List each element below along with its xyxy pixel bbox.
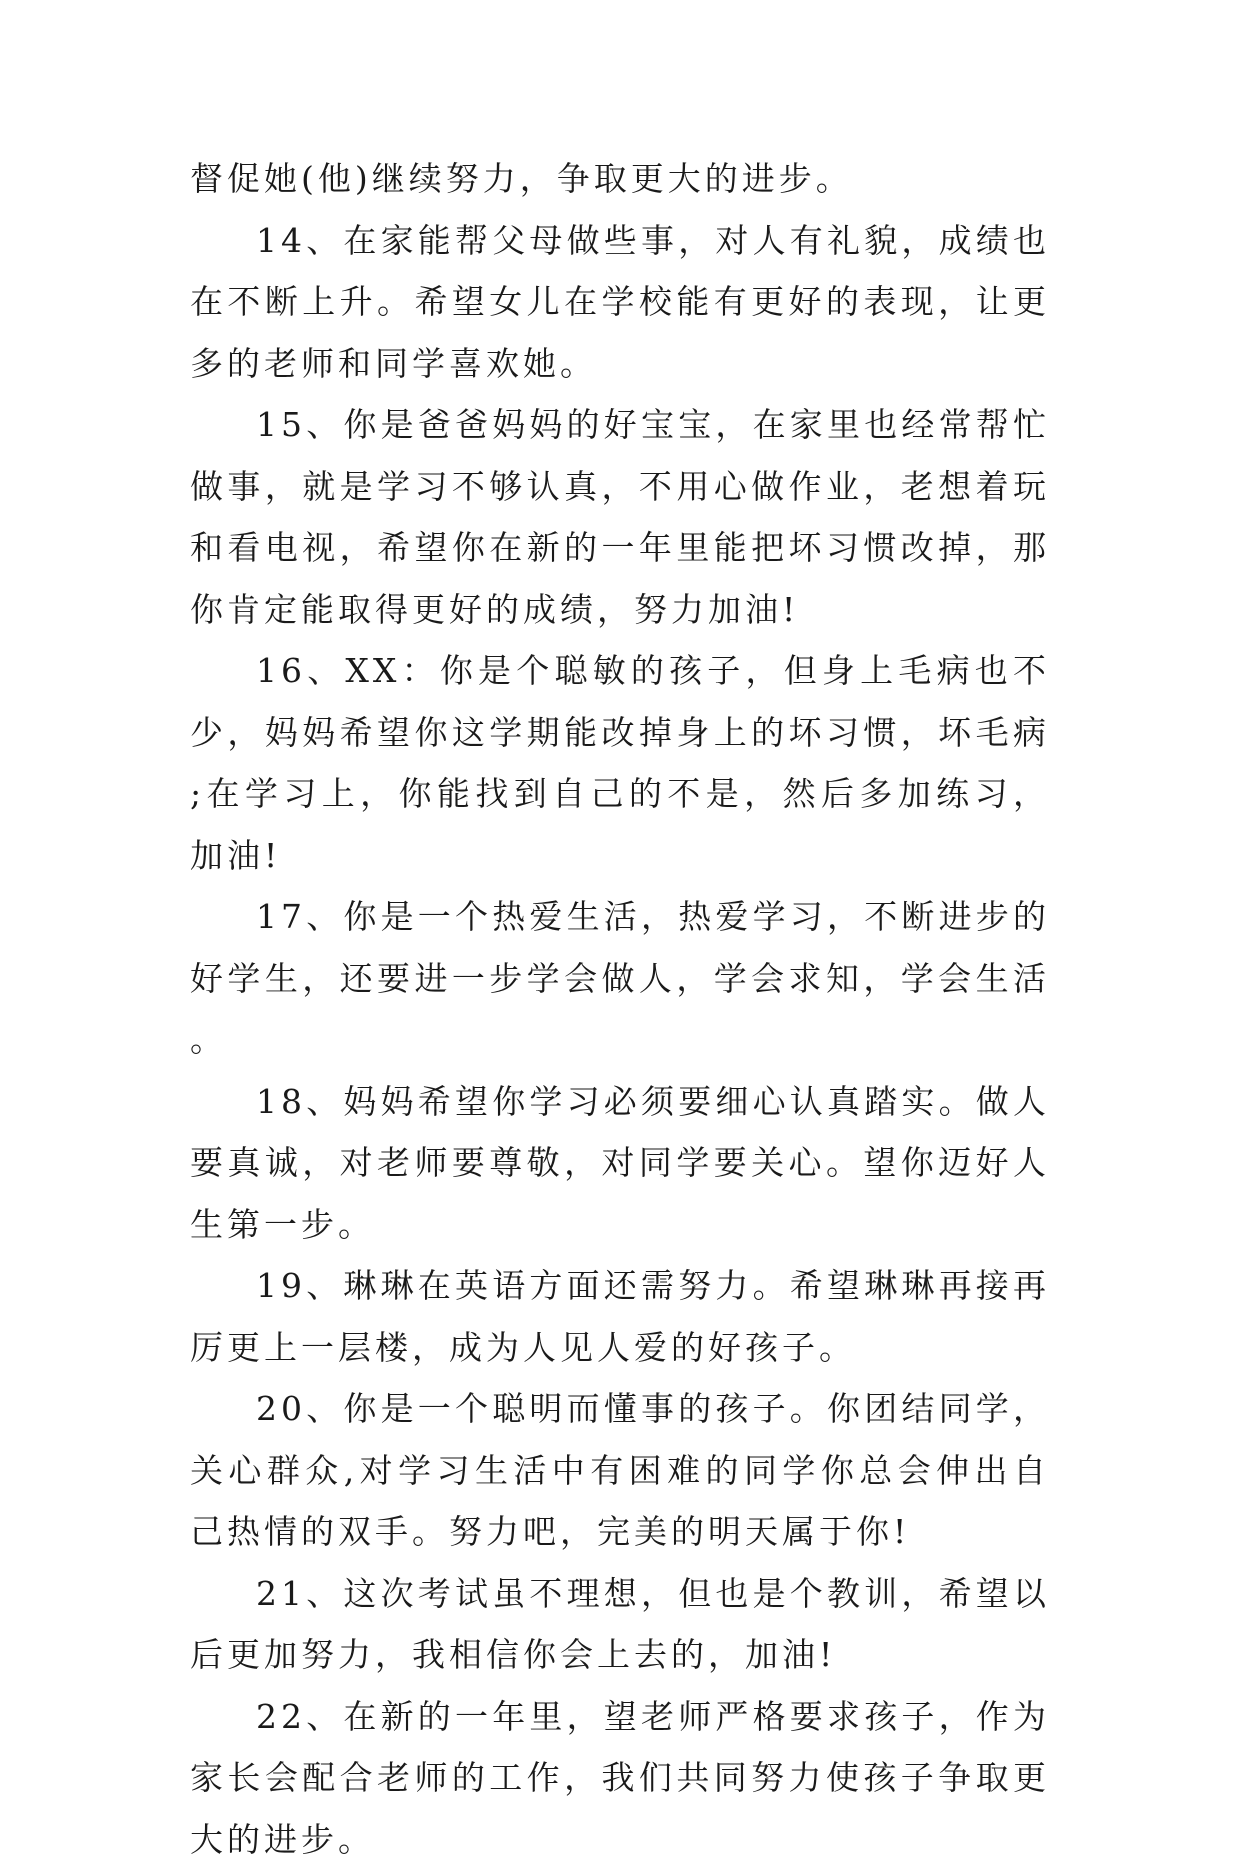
paragraph-20: 20、你是一个聪明而懂事的孩子。你团结同学，关心群众,对学习生活中有困难的同学你总会伸出自己热情的双手。努力吧，完美的明天属于你! <box>190 1378 1050 1563</box>
paragraph-16: 16、XX：你是个聪敏的孩子，但身上毛病也不少，妈妈希望你这学期能改掉身上的坏习惯，坏毛病;在学习上，你能找到自己的不是，然后多加练习，加油! <box>190 640 1050 886</box>
paragraph-17: 17、你是一个热爱生活，热爱学习，不断进步的好学生，还要进一步学会做人，学会求知，学会生活。 <box>190 886 1050 1071</box>
paragraph-18: 18、妈妈希望你学习必须要细心认真踏实。做人要真诚，对老师要尊敬，对同学要关心。望你迈好人生第一步。 <box>190 1071 1050 1256</box>
paragraph-19: 19、琳琳在英语方面还需努力。希望琳琳再接再厉更上一层楼，成为人见人爱的好孩子。 <box>190 1255 1050 1378</box>
document-body <box>190 148 1050 1870</box>
paragraph-22: 22、在新的一年里，望老师严格要求孩子，作为家长会配合老师的工作，我们共同努力使孩子争取更大的进步。 <box>190 1686 1050 1870</box>
paragraph-21: 21、这次考试虽不理想，但也是个教训，希望以后更加努力，我相信你会上去的，加油! <box>190 1563 1050 1686</box>
paragraph-14: 14、在家能帮父母做些事，对人有礼貌，成绩也在不断上升。希望女儿在学校能有更好的表现，让更多的老师和同学喜欢她。 <box>190 210 1050 395</box>
paragraph-15: 15、你是爸爸妈妈的好宝宝，在家里也经常帮忙做事，就是学习不够认真，不用心做作业，老想着玩和看电视，希望你在新的一年里能把坏习惯改掉，那你肯定能取得更好的成绩，努力加油! <box>190 394 1050 640</box>
paragraph-continuation: 督促她(他)继续努力，争取更大的进步。 <box>190 148 1050 210</box>
